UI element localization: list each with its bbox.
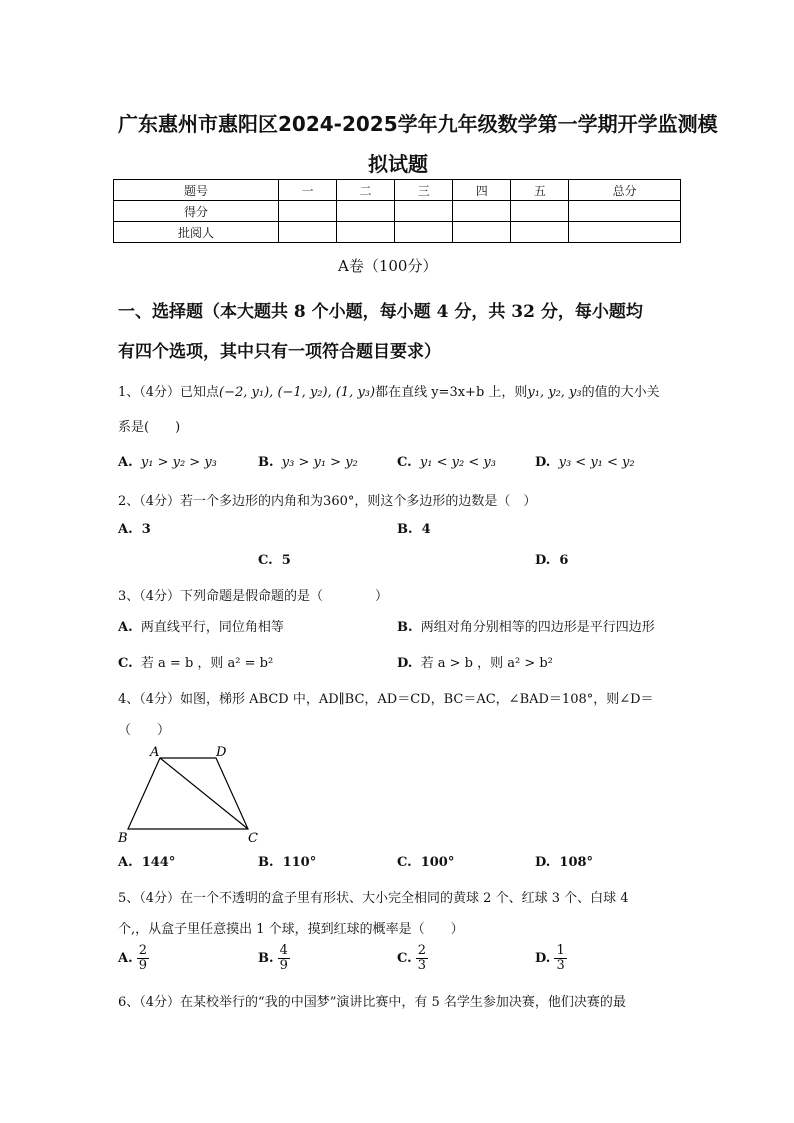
question-1-option-c[interactable]: [397, 455, 496, 470]
question-1-option-b[interactable]: [258, 455, 358, 470]
question-3-option-d[interactable]: [397, 652, 553, 671]
score-cell[interactable]: [511, 201, 569, 222]
fraction: [554, 944, 566, 973]
option-label: C.: [397, 951, 412, 966]
option-text: 若 a > b ，则 a² > b²: [420, 656, 553, 671]
option-text: 144°: [141, 855, 176, 870]
fraction-denominator: 3: [556, 958, 565, 973]
question-2-option-d[interactable]: [535, 553, 568, 568]
question-1-middle: 都在直线 y=3x+b 上，则: [375, 385, 528, 400]
option-text: 若 a = b ，则 a² = b²: [140, 656, 274, 671]
score-header-cell: 一: [279, 180, 337, 201]
vertex-label-d: D: [216, 745, 227, 760]
question-1-points: (−2, y₁), (−1, y₂), (1, y₃): [219, 385, 376, 400]
option-text: 108°: [559, 855, 594, 870]
option-label: D.: [397, 656, 413, 671]
option-text: y₁ < y₂ < y₃: [419, 455, 496, 470]
option-label: D.: [535, 455, 551, 470]
question-1-option-a[interactable]: [118, 455, 217, 470]
question-1-line1: [118, 381, 660, 400]
option-text: y₃ > y₁ > y₂: [281, 455, 358, 470]
question-1-option-d[interactable]: [535, 455, 635, 470]
diagonal-ac: [160, 758, 248, 829]
fraction-denominator: 3: [417, 958, 427, 973]
fraction-numerator: 2: [417, 943, 427, 958]
question-4-option-b[interactable]: [258, 855, 316, 870]
option-text: 3: [141, 522, 151, 537]
option-label: A.: [118, 455, 133, 470]
option-text: 两直线平行，同位角相等: [140, 620, 284, 635]
question-2-stem: 2、（4分）若一个多边形的内角和为360°，则这个多边形的边数是（ ）: [118, 494, 537, 509]
vertex-label-c: C: [248, 831, 258, 846]
option-text: 5: [281, 553, 291, 568]
score-header-cell: 五: [511, 180, 569, 201]
score-cell[interactable]: [279, 201, 337, 222]
question-1-suffix: 的值的大小关: [581, 385, 660, 400]
volume-title: A卷（100分）: [338, 257, 438, 275]
question-3-option-b[interactable]: [397, 616, 655, 635]
question-5-line2: 个,，从盒子里任意摸出 1 个球，摸到红球的概率是（ ）: [118, 922, 464, 937]
question-2-option-a[interactable]: [118, 522, 151, 537]
score-cell[interactable]: [569, 201, 681, 222]
option-text: y₃ < y₁ < y₂: [558, 455, 635, 470]
score-cell[interactable]: [453, 222, 511, 243]
option-label: A.: [118, 522, 133, 537]
section-heading-line2: 有四个选项，其中只有一项符合题目要求）: [118, 342, 441, 362]
option-label: A.: [118, 951, 133, 966]
score-row-label: 得分: [114, 201, 279, 222]
trapezoid-outline: [128, 758, 248, 829]
vertex-label-b: B: [118, 831, 128, 846]
score-table: [113, 179, 681, 243]
score-cell[interactable]: [511, 222, 569, 243]
exam-title-line2: 拟试题: [368, 152, 428, 176]
question-5-option-c[interactable]: [397, 944, 428, 973]
trapezoid-figure: [112, 740, 272, 848]
question-5-option-a[interactable]: [118, 944, 149, 973]
option-text: 两组对角分别相等的四边形是平行四边形: [420, 620, 655, 635]
option-label: D.: [535, 855, 551, 870]
question-5-option-d[interactable]: [535, 944, 567, 973]
fraction-numerator: 4: [279, 943, 288, 958]
score-cell[interactable]: [395, 222, 453, 243]
fraction-numerator: 1: [556, 943, 565, 958]
question-5-option-b[interactable]: [258, 944, 290, 973]
score-header-cell: 三: [395, 180, 453, 201]
question-2-option-b[interactable]: [397, 522, 431, 537]
option-text: 100°: [420, 855, 455, 870]
question-5-line1: 5、（4分）在一个不透明的盒子里有形状、大小完全相同的黄球 2 个、红球 3 个、白球 4: [118, 891, 629, 906]
option-label: A.: [118, 620, 133, 635]
option-label: B.: [258, 855, 274, 870]
option-label: B.: [258, 951, 274, 966]
score-cell[interactable]: [337, 222, 395, 243]
score-table-row: [114, 201, 681, 222]
option-label: C.: [397, 855, 412, 870]
fraction: [137, 944, 149, 973]
question-1-vars: y₁, y₂, y₃: [527, 385, 582, 400]
fraction-denominator: 9: [138, 958, 148, 973]
option-label: B.: [397, 620, 413, 635]
option-text: 6: [559, 553, 569, 568]
question-6-line1: 6、（4分）在某校举行的“我的中国梦”演讲比赛中，有 5 名学生参加决赛，他们决赛的最: [118, 995, 626, 1010]
question-1-line2: 系是( ): [118, 420, 181, 435]
score-header-cell: 题号: [114, 180, 279, 201]
option-label: C.: [397, 455, 412, 470]
score-header-cell: 二: [337, 180, 395, 201]
option-label: C.: [118, 656, 133, 671]
option-label: B.: [397, 522, 413, 537]
score-cell[interactable]: [279, 222, 337, 243]
option-text: y₁ > y₂ > y₃: [140, 455, 217, 470]
score-cell[interactable]: [395, 201, 453, 222]
score-cell[interactable]: [337, 201, 395, 222]
score-row-label: 批阅人: [114, 222, 279, 243]
option-label: D.: [535, 553, 551, 568]
option-text: 4: [421, 522, 431, 537]
vertex-label-a: A: [150, 745, 160, 760]
fraction-numerator: 2: [138, 943, 148, 958]
question-1-prefix: 1、（4分）已知点: [118, 385, 220, 400]
option-label: C.: [258, 553, 273, 568]
option-label: D.: [535, 951, 551, 966]
score-table-row: [114, 222, 681, 243]
score-header-cell: 四: [453, 180, 511, 201]
question-3-option-c[interactable]: [118, 652, 273, 671]
question-2-option-c[interactable]: [258, 553, 291, 568]
question-4-option-a[interactable]: [118, 855, 175, 870]
fraction-denominator: 9: [279, 958, 288, 973]
question-3-option-a[interactable]: [118, 616, 284, 635]
score-table-header-row: [114, 180, 681, 201]
score-cell[interactable]: [453, 201, 511, 222]
option-text: 110°: [282, 855, 317, 870]
score-cell[interactable]: [569, 222, 681, 243]
question-4-option-d[interactable]: [535, 855, 593, 870]
question-3-stem: 3、（4分）下列命题是假命题的是（ ）: [118, 589, 389, 604]
question-4-stem: 4、（4分）如图，梯形 ABCD 中，AD∥BC，AD＝CD，BC＝AC，∠BAD＝108°，则∠D＝: [118, 692, 654, 707]
question-4-option-c[interactable]: [397, 855, 454, 870]
fraction: [416, 944, 428, 973]
score-header-cell: 总分: [569, 180, 681, 201]
option-label: B.: [258, 455, 274, 470]
option-label: A.: [118, 855, 133, 870]
question-4-line2: （ ）: [118, 723, 171, 738]
exam-title-line1: 广东惠州市惠阳区2024-2025学年九年级数学第一学期开学监测模: [118, 112, 718, 136]
fraction: [278, 944, 290, 973]
section-heading-line1: 一、选择题（本大题共 8 个小题，每小题 4 分，共 32 分，每小题均: [118, 302, 643, 322]
